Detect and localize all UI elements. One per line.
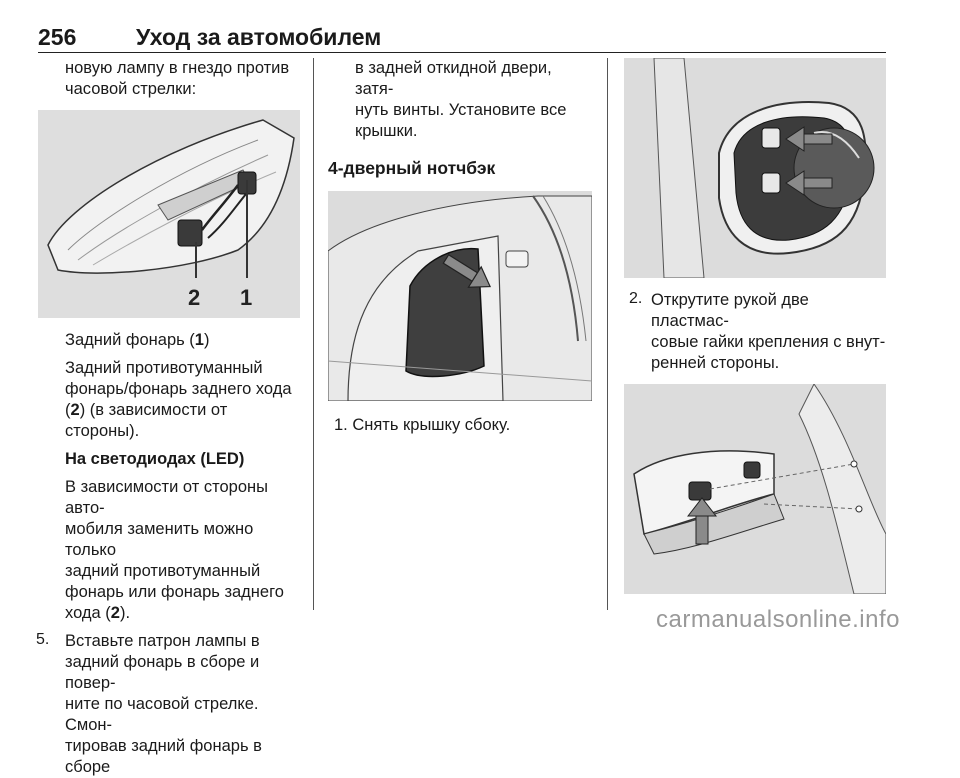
section-heading: 4-дверный нотчбэк	[328, 158, 496, 178]
rear-lamp-figure	[38, 110, 300, 318]
step-number: 5.	[36, 631, 50, 648]
step-5	[38, 631, 300, 778]
led-heading: На светодиодах (LED)	[65, 450, 245, 468]
led-text: фонарь или фонарь заднего	[65, 583, 284, 601]
lamp-removal-figure	[624, 384, 886, 594]
column-2	[328, 58, 594, 436]
step-text: ните по часовой стрелке. Смон-	[65, 695, 259, 734]
column-3	[624, 58, 886, 594]
page-header	[38, 22, 886, 53]
trunk-side-figure	[328, 191, 592, 401]
lamp-removal-illustration	[624, 384, 886, 594]
step-number: 2.	[629, 290, 643, 307]
step-text: Открутите рукой две пластмас-	[651, 291, 809, 330]
continued-text: в задней откидной двери, затя-	[355, 59, 552, 98]
column-1	[38, 58, 300, 778]
continued-text: нуть винты. Установите все	[355, 101, 567, 119]
intro-text-line: новую лампу в гнездо против	[65, 59, 290, 77]
step-text: задний фонарь в сборе и повер-	[65, 653, 260, 692]
rear-lamp-illustration	[38, 110, 300, 318]
fog-lamp-text: Задний противотуманный	[65, 359, 263, 377]
step-2	[624, 290, 886, 374]
step-text: ренней стороны.	[651, 354, 780, 372]
led-text: В зависимости от стороны авто-	[65, 478, 268, 517]
step-text: совые гайки крепления с внут-	[651, 333, 886, 351]
fog-lamp-text: фонарь/фонарь заднего хода	[65, 380, 292, 398]
rear-lamp-text: Задний фонарь (1)	[65, 331, 210, 349]
watermark: carmanualsonline.info	[656, 606, 900, 633]
lamp-nuts-figure	[624, 58, 886, 278]
led-text: хода (2).	[65, 604, 131, 622]
column-divider-2	[607, 58, 608, 610]
page-title: Уход за автомобилем	[136, 24, 382, 50]
fog-lamp-text: (2) (в зависимости от стороны).	[65, 401, 228, 440]
page-number: 256	[38, 24, 77, 50]
led-text: мобиля заменить можно только	[65, 520, 254, 559]
led-text: задний противотуманный	[65, 562, 261, 580]
continued-text: крышки.	[355, 122, 418, 140]
callout-2: 2	[188, 285, 201, 310]
intro-text-line: часовой стрелки:	[65, 80, 197, 98]
column-divider-1	[313, 58, 314, 610]
callout-1: 1	[240, 285, 253, 310]
step-text: тировав задний фонарь в сборе	[65, 737, 262, 776]
step-text: Вставьте патрон лампы в	[65, 632, 260, 650]
lamp-nuts-illustration	[624, 58, 886, 278]
trunk-side-illustration	[328, 191, 592, 401]
step-1-text: 1. Снять крышку сбоку.	[334, 416, 511, 434]
